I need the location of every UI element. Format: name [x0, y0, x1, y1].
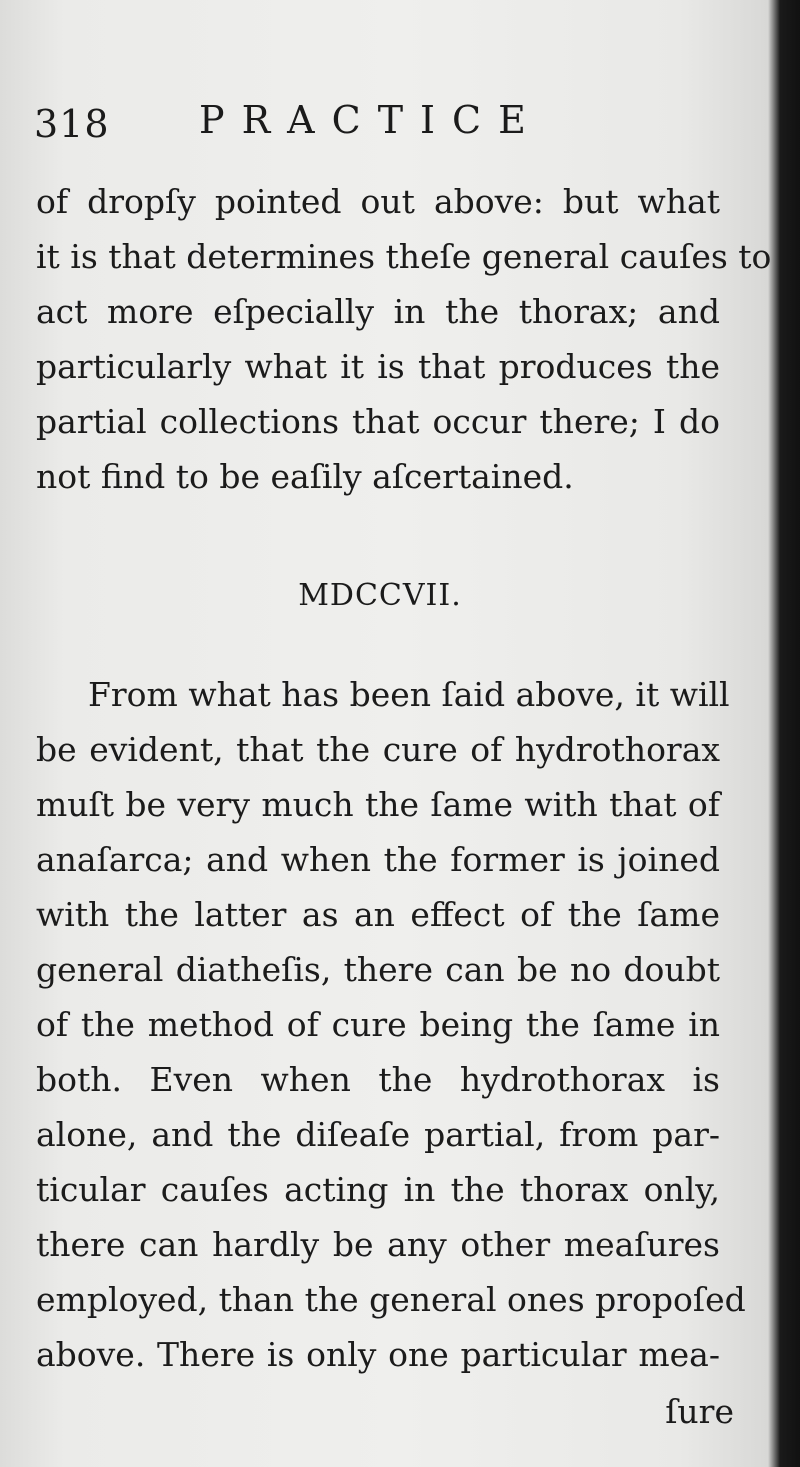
text-line: it is that determines theſe general cauſes to	[36, 237, 772, 276]
text-line: both. Even when the hydrothorax is	[36, 1060, 720, 1099]
text-line: muſt be very much the ſame with that of	[36, 785, 720, 824]
text-line: From what has been ſaid above, it will	[88, 675, 730, 714]
text-line: alone, and the diſeaſe partial, from par-	[36, 1115, 720, 1154]
text-line: of dropſy pointed out above: but what	[36, 182, 720, 221]
page-number: 318	[34, 102, 110, 146]
section-number: MDCCVII.	[298, 578, 462, 613]
text-line: particularly what it is that produces the	[36, 347, 720, 386]
catchword: ſure	[665, 1392, 734, 1431]
text-line: not find to be eaſily aſcertained.	[36, 457, 574, 496]
text-line: be evident, that the cure of hydrothorax	[36, 730, 720, 769]
text-line: of the method of cure being the ſame in	[36, 1005, 720, 1044]
running-head: PRACTICE	[199, 98, 543, 142]
text-line: above. There is only one particular mea-	[36, 1335, 720, 1374]
text-line: ticular cauſes acting in the thorax only,	[36, 1170, 720, 1209]
text-line: employed, than the general ones propoſed	[36, 1280, 746, 1319]
text-line: partial collections that occur there; I do	[36, 402, 720, 441]
text-line: with the latter as an effect of the ſame	[36, 895, 720, 934]
text-line: general diatheſis, there can be no doubt	[36, 950, 720, 989]
page-header	[34, 92, 734, 152]
text-line: anaſarca; and when the former is joined	[36, 840, 720, 879]
text-line: there can hardly be any other meaſures	[36, 1225, 720, 1264]
text-line: act more eſpecially in the thorax; and	[36, 292, 720, 331]
